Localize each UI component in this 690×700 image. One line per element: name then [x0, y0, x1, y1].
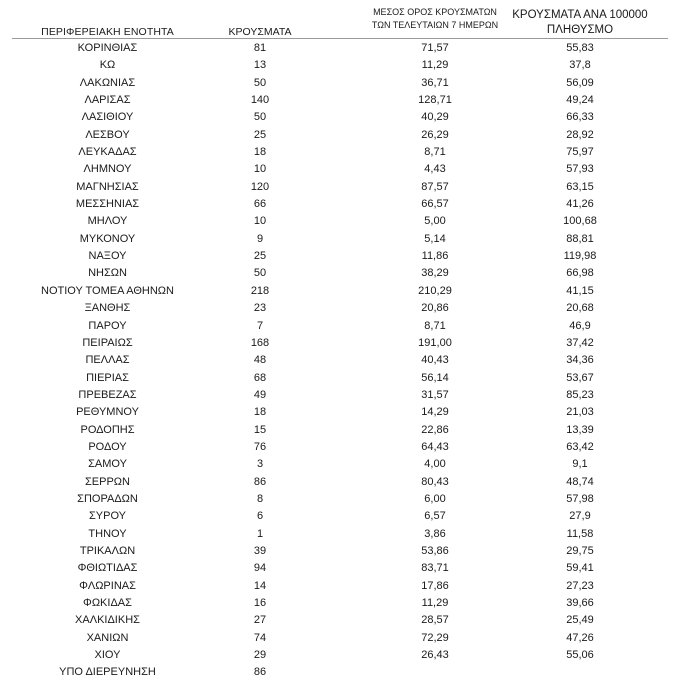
- cell-avg7: 26,29: [421, 128, 449, 141]
- cell-avg7: 8,71: [424, 319, 446, 332]
- table-row: [0, 162, 690, 179]
- cell-per100k: 39,66: [566, 597, 594, 609]
- cell-avg7: 36,71: [421, 76, 449, 89]
- cell-cases: 50: [253, 111, 267, 124]
- table-row: [0, 336, 690, 353]
- cell-cases: 16: [253, 597, 267, 609]
- header-per100k-line1: ΚΡΟΥΣΜΑΤΑ ΑΝΑ 100000: [512, 9, 648, 21]
- cell-avg7: 11,29: [421, 597, 449, 609]
- cell-avg7: 83,71: [421, 562, 449, 575]
- cell-region: ΧΑΝΙΩΝ: [86, 631, 129, 644]
- cell-region: ΠΑΡΟΥ: [88, 319, 127, 332]
- cell-cases: 23: [253, 302, 267, 315]
- cell-cases: 10: [253, 215, 267, 228]
- cell-region: ΡΟΔΟΠΗΣ: [80, 423, 135, 436]
- cell-cases: 168: [250, 336, 270, 349]
- cell-region: ΜΕΣΣΗΝΙΑΣ: [75, 198, 140, 211]
- cell-region: ΛΗΜΝΟΥ: [83, 163, 132, 176]
- cell-region: ΠΕΛΛΑΣ: [85, 354, 130, 367]
- cell-per100k: 11,58: [566, 527, 594, 540]
- cell-avg7: 5,14: [424, 232, 446, 245]
- cell-per100k: 37,8: [569, 59, 591, 72]
- cell-cases: 39: [253, 544, 267, 557]
- cell-cases: 25: [253, 128, 267, 141]
- cell-region: ΞΑΝΘΗΣ: [84, 302, 131, 315]
- cell-region: ΛΑΡΙΣΑΣ: [84, 94, 131, 107]
- header-region: ΠΕΡΙΦΕΡΕΙΑΚΗ ΕΝΟΤΗΤΑ: [41, 26, 174, 38]
- cell-cases: 8: [256, 492, 264, 505]
- cell-avg7: 5,00: [424, 215, 446, 228]
- cell-region: ΡΟΔΟΥ: [88, 440, 127, 453]
- table-row: [0, 475, 690, 492]
- cell-avg7: 3,86: [424, 527, 446, 540]
- cell-region: ΜΑΓΝΗΣΙΑΣ: [76, 180, 139, 193]
- cell-region: ΛΕΥΚΑΔΑΣ: [78, 146, 137, 159]
- cell-region: ΠΡΕΒΕΖΑΣ: [78, 388, 137, 401]
- cell-per100k: 75,97: [566, 146, 594, 159]
- cell-region: ΚΟΡΙΝΘΙΑΣ: [77, 42, 138, 54]
- cell-region: ΡΕΘΥΜΝΟΥ: [76, 406, 139, 419]
- cell-region: ΧΙΟΥ: [94, 649, 121, 662]
- cell-avg7: 8,71: [424, 146, 446, 159]
- cell-per100k: 27,23: [566, 579, 594, 592]
- table-row: [0, 145, 690, 162]
- cell-avg7: 210,29: [418, 284, 452, 297]
- cell-cases: 9: [256, 232, 264, 245]
- cell-cases: 18: [253, 406, 267, 419]
- cell-avg7: 191,00: [418, 336, 452, 349]
- table-row: [0, 440, 690, 457]
- cell-per100k: 88,81: [566, 232, 594, 245]
- table-row: [0, 613, 690, 630]
- table-row: [0, 180, 690, 197]
- cell-avg7: 17,86: [421, 579, 449, 592]
- header-avg7-line1: ΜΕΣΟΣ ΟΡΟΣ ΚΡΟΥΣΜΑΤΩΝ: [373, 7, 497, 17]
- cell-avg7: 71,57: [421, 42, 449, 54]
- cell-avg7: 11,86: [421, 250, 449, 263]
- cell-cases: 18: [253, 146, 267, 159]
- table-row: [0, 128, 690, 145]
- cell-cases: 49: [253, 388, 267, 401]
- cell-cases: 48: [253, 354, 267, 367]
- cell-region: ΦΘΙΩΤΙΔΑΣ: [77, 562, 138, 575]
- cell-cases: 50: [253, 267, 267, 280]
- cell-cases: 218: [250, 284, 270, 297]
- table-row: [0, 319, 690, 336]
- table-row: [0, 423, 690, 440]
- cell-region: ΛΕΣΒΟΥ: [85, 128, 130, 141]
- table-body: [0, 41, 690, 683]
- cell-avg7: 40,43: [421, 354, 449, 367]
- cell-per100k: 48,74: [566, 475, 594, 488]
- table-row: [0, 197, 690, 214]
- cell-per100k: 55,06: [566, 649, 594, 662]
- cell-cases: 50: [253, 76, 267, 89]
- cell-avg7: 80,43: [421, 475, 449, 488]
- cell-per100k: 57,93: [566, 163, 594, 176]
- cell-avg7: 20,86: [421, 302, 449, 315]
- cell-region: ΤΗΝΟΥ: [88, 527, 127, 540]
- table-row: [0, 527, 690, 544]
- cell-region: ΣΕΡΡΩΝ: [85, 475, 130, 488]
- cell-per100k: 56,09: [566, 76, 594, 89]
- cell-per100k: 100,68: [563, 215, 597, 228]
- cell-cases: 1: [256, 527, 264, 540]
- cell-region: ΣΥΡΟΥ: [88, 510, 126, 523]
- cell-avg7: 6,57: [424, 510, 446, 523]
- cell-region: ΜΥΚΟΝΟΥ: [79, 232, 136, 245]
- cell-cases: 6: [256, 510, 264, 523]
- table-row: [0, 509, 690, 526]
- cell-region: ΦΛΩΡΙΝΑΣ: [79, 579, 136, 592]
- table-row: [0, 266, 690, 283]
- cell-avg7: 11,29: [421, 59, 449, 72]
- header-per100k: [500, 8, 660, 38]
- cell-avg7: 66,57: [421, 198, 449, 211]
- cell-region: ΦΩΚΙΔΑΣ: [83, 597, 132, 609]
- cell-per100k: 41,26: [566, 198, 594, 211]
- cell-cases: 13: [253, 59, 267, 72]
- header-cases: ΚΡΟΥΣΜΑΤΑ: [228, 26, 292, 38]
- cell-region: ΥΠΟ ΔΙΕΡΕΥΝΗΣΗ: [59, 666, 156, 679]
- table-row: [0, 561, 690, 578]
- table-row: [0, 301, 690, 318]
- cell-per100k: 27,9: [569, 510, 591, 523]
- cell-per100k: 21,03: [566, 406, 594, 419]
- cell-region: ΣΑΜΟΥ: [88, 458, 127, 471]
- cell-cases: 14: [253, 579, 267, 592]
- cell-cases: 25: [253, 250, 267, 263]
- table-row: [0, 405, 690, 422]
- table-row: [0, 457, 690, 474]
- cell-avg7: 31,57: [421, 388, 449, 401]
- cell-cases: 74: [253, 631, 267, 644]
- table-row: [0, 648, 690, 665]
- cell-avg7: 6,00: [424, 492, 446, 505]
- cell-per100k: 57,98: [566, 492, 594, 505]
- cell-avg7: 128,71: [418, 94, 452, 107]
- cell-per100k: 63,42: [566, 440, 594, 453]
- cell-cases: 66: [253, 198, 267, 211]
- cell-cases: 94: [253, 562, 267, 575]
- cell-per100k: 47,26: [566, 631, 594, 644]
- cell-cases: 140: [250, 94, 270, 107]
- cell-region: ΠΕΙΡΑΙΩΣ: [82, 336, 133, 349]
- cell-cases: 76: [253, 440, 267, 453]
- table-row: [0, 58, 690, 75]
- cell-region: ΝΗΣΩΝ: [88, 267, 127, 280]
- cell-per100k: 46,9: [569, 319, 591, 332]
- cell-cases: 3: [256, 458, 264, 471]
- cell-per100k: 59,41: [566, 562, 594, 575]
- cell-avg7: 4,00: [424, 458, 446, 471]
- cell-avg7: 87,57: [421, 180, 449, 193]
- cell-avg7: 4,43: [424, 163, 446, 176]
- table-row: [0, 631, 690, 648]
- cell-region: ΝΟΤΙΟΥ ΤΟΜΕΑ ΑΘΗΝΩΝ: [41, 284, 174, 297]
- cell-cases: 68: [253, 371, 267, 384]
- table-row: [0, 76, 690, 93]
- cell-per100k: 25,49: [566, 614, 594, 627]
- cell-cases: 15: [253, 423, 267, 436]
- cell-cases: 29: [253, 649, 267, 662]
- cell-avg7: 40,29: [421, 111, 449, 124]
- table-row: [0, 249, 690, 266]
- cell-region: ΤΡΙΚΑΛΩΝ: [79, 544, 136, 557]
- table-row: [0, 110, 690, 127]
- cell-avg7: 64,43: [421, 440, 449, 453]
- header-per100k-line2: ΠΛΗΘΥΣΜΟ: [546, 24, 614, 36]
- cell-avg7: 28,57: [421, 614, 449, 627]
- table-row: [0, 284, 690, 301]
- table-row: [0, 232, 690, 249]
- cell-per100k: 66,33: [566, 111, 594, 124]
- cell-per100k: 55,83: [566, 42, 594, 54]
- cell-region: ΧΑΛΚΙΔΙΚΗΣ: [75, 614, 140, 627]
- table-row: [0, 388, 690, 405]
- cell-cases: 81: [253, 42, 267, 54]
- cell-cases: 10: [253, 163, 267, 176]
- cell-avg7: 14,29: [421, 406, 449, 419]
- cell-per100k: 63,15: [566, 180, 594, 193]
- cell-region: ΚΩ: [99, 59, 116, 72]
- cell-region: ΛΑΚΩΝΙΑΣ: [79, 76, 136, 89]
- table-row: [0, 353, 690, 370]
- cell-per100k: 37,42: [566, 336, 594, 349]
- cell-avg7: 72,29: [421, 631, 449, 644]
- cell-per100k: 119,98: [563, 250, 597, 263]
- header-avg7-line2: ΤΩΝ ΤΕΛΕΥΤΑΙΩΝ 7 ΗΜΕΡΩΝ: [371, 20, 499, 30]
- table-row: [0, 544, 690, 561]
- table-row: [0, 41, 690, 58]
- table-row: [0, 579, 690, 596]
- cell-per100k: 28,92: [566, 128, 594, 141]
- cell-avg7: 26,43: [421, 649, 449, 662]
- header-divider: [12, 38, 668, 39]
- cell-cases: 27: [253, 614, 267, 627]
- cell-per100k: 29,75: [566, 544, 594, 557]
- cell-cases: 86: [253, 475, 267, 488]
- cell-cases: 86: [253, 666, 267, 679]
- cell-per100k: 34,36: [566, 354, 594, 367]
- table-row: [0, 93, 690, 110]
- table-row: [0, 371, 690, 388]
- cell-per100k: 20,68: [566, 302, 594, 315]
- cell-avg7: 56,14: [421, 371, 449, 384]
- cell-avg7: 53,86: [421, 544, 449, 557]
- cell-avg7: 22,86: [421, 423, 449, 436]
- cell-per100k: 9,1: [572, 458, 588, 471]
- cell-per100k: 13,39: [566, 423, 594, 436]
- table-row: [0, 596, 690, 613]
- cell-cases: 7: [256, 319, 264, 332]
- table-row: [0, 492, 690, 509]
- cell-region: ΜΗΛΟΥ: [87, 215, 128, 228]
- cell-region: ΠΙΕΡΙΑΣ: [86, 371, 129, 384]
- cell-per100k: 53,67: [566, 371, 594, 384]
- table-row: [0, 214, 690, 231]
- cell-per100k: 66,98: [566, 267, 594, 280]
- cell-avg7: 38,29: [421, 267, 449, 280]
- cell-cases: 120: [250, 180, 270, 193]
- cell-region: ΝΑΞΟΥ: [88, 250, 127, 263]
- cell-per100k: 49,24: [566, 94, 594, 107]
- cell-per100k: 41,15: [566, 284, 594, 297]
- table-row: [0, 665, 690, 682]
- cell-region: ΛΑΣΙΘΙΟΥ: [81, 111, 134, 124]
- cell-per100k: 85,23: [566, 388, 594, 401]
- cell-region: ΣΠΟΡΑΔΩΝ: [77, 492, 138, 505]
